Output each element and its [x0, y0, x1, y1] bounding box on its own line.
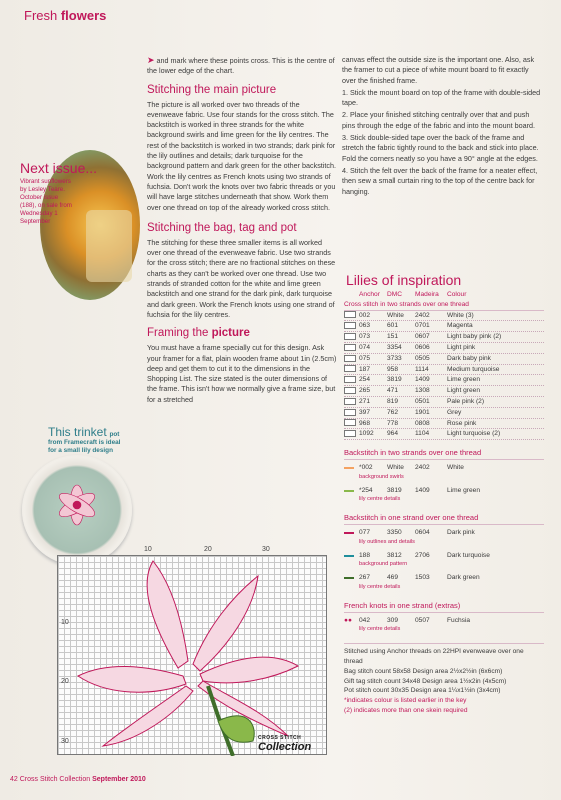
backstitch-line-icon	[344, 467, 354, 469]
next-issue-subtitle: Vibrant sunflowers by Lesley Teare. October issue (188), on sale from Wednesday 1 September	[20, 178, 72, 225]
cross-stitch-title: Cross stitch in two strands over one thread	[344, 300, 544, 311]
backstitch-row: 077 3350 0604 Dark pink	[344, 528, 544, 538]
chart-symbol-icon	[344, 430, 356, 437]
heading-framing: Framing the picture	[147, 327, 250, 340]
key-row: 271 819 0501 Pale pink (2)	[344, 397, 544, 408]
chart-tick-top-30: 30	[262, 546, 270, 553]
french-knot-row: ●● 042 309 0507 Fuchsia	[344, 616, 471, 624]
key-row: 968 778 0808 Rose pink	[344, 419, 544, 430]
heading-main-picture: Stitching the main picture	[147, 83, 277, 96]
trinket-pot-photo	[22, 455, 132, 565]
french-knots-title: French knots in one strand (extras)	[344, 601, 544, 613]
chart-tick-left-10: 10	[61, 619, 69, 626]
chart-symbol-icon	[344, 365, 356, 372]
chart-symbol-icon	[344, 398, 356, 405]
chart-symbol-icon	[344, 355, 356, 362]
chart-symbol-icon	[344, 333, 356, 340]
key-row: 1092 964 1104 Light turquoise (2)	[344, 429, 544, 440]
chart-symbol-icon	[344, 387, 356, 394]
right-column: canvas effect the outside size is the important one. Also, ask the framer to cut a piece of white mount board to fit exactly over the finished frame. 1. Stick the mount board on top of the frame with double-sided tape. 2. Place your finished stitching centrally over that and push pins through the edge of the fabric and into the mount board. 3. Stick double-sided tape over the back of the frame and stretch the fabric tightly round to the back and stick into place. Fold the corners neatly so you have a 90° angle at the edges. 4. Stitch the felt over the back of the frame for a neater effect, then sew a small curtain ring to the top of the centre back for hanging.	[342, 55, 541, 196]
backstitch-line-icon	[344, 532, 354, 534]
backstitch-row: 267 469 1503 Dark green	[344, 573, 544, 583]
chart-tick-top-10: 10	[144, 546, 152, 553]
key-row: 063 601 0701 Magenta	[344, 321, 544, 332]
backstitch-row: 188 3812 2706 Dark turquoise	[344, 551, 544, 561]
section-title: Fresh flowers	[24, 8, 107, 23]
chart-symbol-icon	[344, 419, 356, 426]
trinket-caption: This trinket pot from Framecraft is ideal for a small lily design	[48, 425, 121, 454]
backstitch-line-icon	[344, 555, 354, 557]
key-row: 075 3733 0505 Dark baby pink	[344, 354, 544, 365]
key-row: 187 958 1114 Medium turquoise	[344, 365, 544, 376]
chart-tick-left-20: 20	[61, 678, 69, 685]
chart-symbol-icon	[344, 311, 356, 318]
chart-symbol-icon	[344, 322, 356, 329]
backstitch-row: *254 3819 1409 Lime green	[344, 486, 544, 496]
heading-bag-tag-pot: Stitching the bag, tag and pot	[147, 221, 297, 234]
thread-key: Anchor DMC Madeira Colour Cross stitch in two strands over one thread 002 White 2402 White (3) 063 601 0701 Magenta 073 151 0607 Light baby pink (2) 074 3354 0606 Light pink 075 3733 0505 Dark baby pink 187 958 1114 Medium turquoise 254 3819 1409 Lime green 265 471 1308 Light green 271 819 0501 Pale pink (2) 397 762 1901 Grey 968 778 0808 Rose pink 1092 964 1104 Light turquoise (2) Backstitch in two strands over one thread *002 White 2402 White background swirls *254 3819 1409 Lime green lily centre details Backstitch in one strand over one thread 077 3350 0604 Dark pink lily outlines and details 188 3812 2706 Dark turquoise background pattern 267 469 1503 Dark green lily centre details French knots in one strand (extras) ●● 042 309 0507 Fuchsia lily centre details Stitched using Anchor threads on 22HPI evenweave over one thread Bag stitch count 58x58 Design area 2½x2½in (6x6cm) Gift tag stitch count 34x48 Design area 1½x2in (4x5cm) Pot stitch count 30x35 Design area 1¼x1½in (3x4cm) *indicates colour is listed earlier in the key (2) indicates more than one skein required	[344, 290, 544, 716]
next-issue-title: Next issue...	[20, 160, 98, 176]
key-row: 002 White 2402 White (3)	[344, 311, 544, 322]
chart-tick-top-20: 20	[204, 546, 212, 553]
key-row: 074 3354 0606 Light pink	[344, 343, 544, 354]
chart-symbol-icon	[344, 376, 356, 383]
backstitch-line-icon	[344, 577, 354, 579]
next-issue-teaser	[20, 160, 140, 226]
chart-symbol-icon	[344, 409, 356, 416]
key-row: 397 762 1901 Grey	[344, 408, 544, 419]
backstitch-one-title: Backstitch in one strand over one thread	[344, 513, 544, 525]
backstitch-row: *002 White 2402 White	[344, 463, 544, 473]
backstitch-line-icon	[344, 490, 354, 492]
key-column-headers: Anchor DMC Madeira Colour	[359, 291, 467, 298]
key-row: 073 151 0607 Light baby pink (2)	[344, 332, 544, 343]
lily-cross-stitch-chart	[57, 546, 327, 755]
chart-tick-left-30: 30	[61, 738, 69, 745]
key-title: Lilies of inspiration	[346, 272, 462, 288]
magazine-logo: CROSS STITCH Collection	[258, 735, 312, 753]
chart-symbol-icon	[344, 344, 356, 351]
page-footer: 42 Cross Stitch Collection September 2010	[10, 776, 146, 783]
key-row: 265 471 1308 Light green	[344, 386, 544, 397]
backstitch-two-title: Backstitch in two strands over one thread	[344, 448, 544, 460]
key-row: 254 3819 1409 Lime green	[344, 375, 544, 386]
middle-column: ➤ and mark where these points cross. This is the centre of the lower edge of the chart. Stitching the main picture The picture is all worked over two threads of the evenweave fabric. Use four stands for the cross stitch. The backstitch is worked in three strands for the white background swirls and lime green for the lily centres. The rest of the backstitch is worked in two strands; dark pink for the lily outlines and details; dark turquoise for the background pattern and dark green for the other backstitch. Work the lily centres as French knots using two strands of fuchsia. Don't work the knots over two fabric threads or you will have large stitches underneath that show. Work them over one thread on top of the already worked cross stitch. Stitching the bag, tag and pot The stitching for these three smaller items is all worked over one thread of the evenweave fabric. Use two strands for the cross stitch; there are no fractional stitches on these charts as they can't be worked over one thread. Use two strands of stranded cotton for the white and lime green backstitch and one strand for the dark pink, dark turquoise and dark green. Work the French knots using one strand of fuchsia for the lily centres. Framing the picture You must have a frame specially cut for this design. Ask your framer for a flat, plain wooden frame about 1in (2.5cm) deep and get them to cut it to the dimensions in the Shopping List. The size stated is the outer dimensions of the frame. This isn't how we normally give a frame size, but for a stretched	[147, 55, 337, 404]
